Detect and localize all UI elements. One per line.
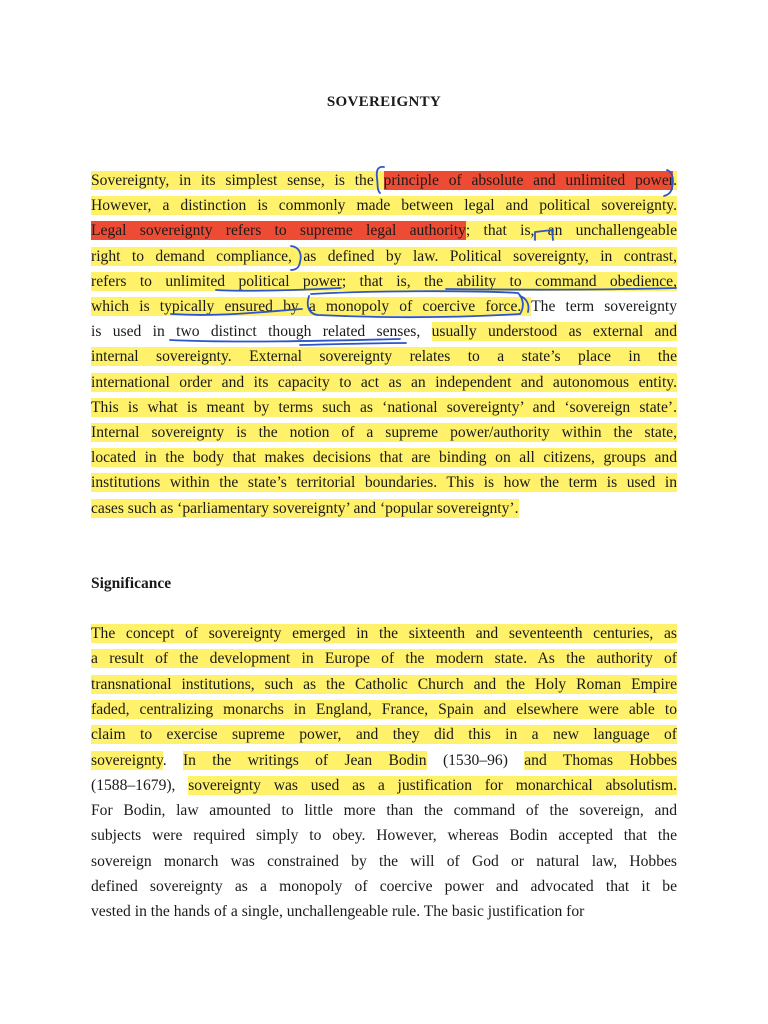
yellow-highlight-span: located in the body that makes decisions that are binding on all citizens, groups and bbox=[91, 449, 677, 467]
red-highlight-span: principle of absolute and unlimited power bbox=[383, 172, 674, 189]
yellow-highlight-span: which is typically ensured by a monopoly of coercive force. bbox=[91, 298, 532, 315]
yellow-highlight-span: faded, centralizing monarchs in England, France, Spain and elsewhere were able to bbox=[91, 700, 677, 718]
yellow-highlight-span: internal sovereignty. External sovereignty relates to a state’s place in the bbox=[91, 348, 677, 366]
red-highlight-span: Legal sovereignty refers to supreme legal authority bbox=[91, 222, 466, 240]
yellow-highlight-span: In the writings of Jean Bodin bbox=[182, 751, 427, 769]
yellow-highlight-span: sovereignty bbox=[91, 751, 163, 769]
plain-text-span: sovereign monarch was constrained by the will of God or natural law, Hobbes bbox=[91, 852, 677, 870]
yellow-highlight-span: The concept of sovereignty emerged in the sixteenth and seventeenth centuries, as bbox=[91, 625, 677, 642]
plain-text-span: The term sovereignty bbox=[531, 298, 677, 315]
text-line bbox=[91, 220, 677, 241]
text-line bbox=[91, 724, 677, 745]
text-line bbox=[91, 498, 677, 519]
text-line bbox=[91, 246, 677, 267]
pen-underline-senses bbox=[300, 343, 406, 345]
text-line bbox=[91, 901, 677, 922]
text-line bbox=[91, 648, 677, 669]
yellow-highlight-span: and Thomas Hobbes bbox=[524, 751, 678, 769]
yellow-highlight-span: usually understood as external and bbox=[431, 323, 677, 341]
text-line bbox=[91, 851, 677, 872]
text-line bbox=[91, 623, 677, 644]
plain-text-span: vested in the hands of a single, unchallengeable rule. The basic justification for bbox=[91, 903, 585, 921]
yellow-highlight-span: cases such as ‘parliamentary sovereignty’ and ‘popular sovereignty’. bbox=[91, 499, 519, 517]
plain-text-span: defined sovereignty as a monopoly of coercive power and advocated that it be bbox=[91, 878, 677, 895]
text-line bbox=[91, 271, 677, 292]
text-line bbox=[91, 422, 677, 443]
plain-text-span: (1588–1679), bbox=[91, 776, 189, 794]
text-line bbox=[91, 321, 677, 342]
yellow-highlight-span: However, a distinction is commonly made between legal and political sovereignty. bbox=[91, 197, 677, 215]
yellow-highlight-span: refers to unlimited political power; that is, the ability to command obedience, bbox=[91, 272, 677, 290]
yellow-highlight-span: This is what is meant by terms such as ‘national sovereignty’ and ‘sovereign state’. bbox=[91, 398, 677, 416]
text-line bbox=[91, 397, 677, 418]
text-line bbox=[91, 170, 677, 191]
yellow-highlight-span: right to demand compliance, as defined by law. Political sovereignty, in contrast, bbox=[91, 247, 677, 265]
text-line bbox=[91, 346, 677, 367]
yellow-highlight-span: a result of the development in Europe of the modern state. As the authority of bbox=[91, 650, 677, 668]
yellow-highlight-span: transnational institutions, such as the Catholic Church and the Holy Roman Empire bbox=[91, 675, 677, 693]
yellow-highlight-span: institutions within the state’s territorial boundaries. This is how the term is used in bbox=[91, 474, 677, 492]
plain-text-span: For Bodin, law amounted to little more than the command of the sovereign, and bbox=[91, 802, 677, 820]
yellow-highlight-span: . bbox=[673, 172, 677, 189]
text-line bbox=[91, 472, 677, 493]
text-line bbox=[91, 750, 677, 771]
section-heading: Significance bbox=[91, 575, 172, 592]
yellow-highlight-span: Internal sovereignty is the notion of a supreme power/authority within the state, bbox=[91, 424, 677, 441]
yellow-highlight-span: ; that is, an unchallengeable bbox=[465, 222, 677, 240]
text-line bbox=[91, 296, 677, 317]
document-title: SOVEREIGNTY bbox=[326, 94, 442, 110]
text-line bbox=[91, 372, 677, 393]
plain-text-span: subjects were required simply to obey. However, whereas Bodin accepted that the bbox=[91, 827, 677, 845]
text-line bbox=[91, 674, 677, 695]
text-line bbox=[91, 775, 677, 796]
text-line bbox=[91, 876, 677, 897]
text-line bbox=[91, 800, 677, 821]
text-line bbox=[91, 825, 677, 846]
text-line bbox=[91, 699, 677, 720]
yellow-highlight-span: claim to exercise supreme power, and they did this in a new language of bbox=[91, 726, 677, 744]
text-line bbox=[91, 195, 677, 216]
text-line bbox=[91, 447, 677, 468]
yellow-highlight-span: international order and its capacity to act as an independent and autonomous entity. bbox=[91, 373, 677, 391]
plain-text-span: is used in two distinct though related senses, bbox=[91, 323, 432, 341]
plain-text-span: (1530–96) bbox=[426, 751, 525, 769]
yellow-highlight-span: Sovereignty, in its simplest sense, is the bbox=[91, 172, 384, 189]
yellow-highlight-span: sovereignty was used as a justification for monarchical absolutism. bbox=[188, 776, 677, 794]
plain-text-span: . bbox=[162, 751, 183, 769]
